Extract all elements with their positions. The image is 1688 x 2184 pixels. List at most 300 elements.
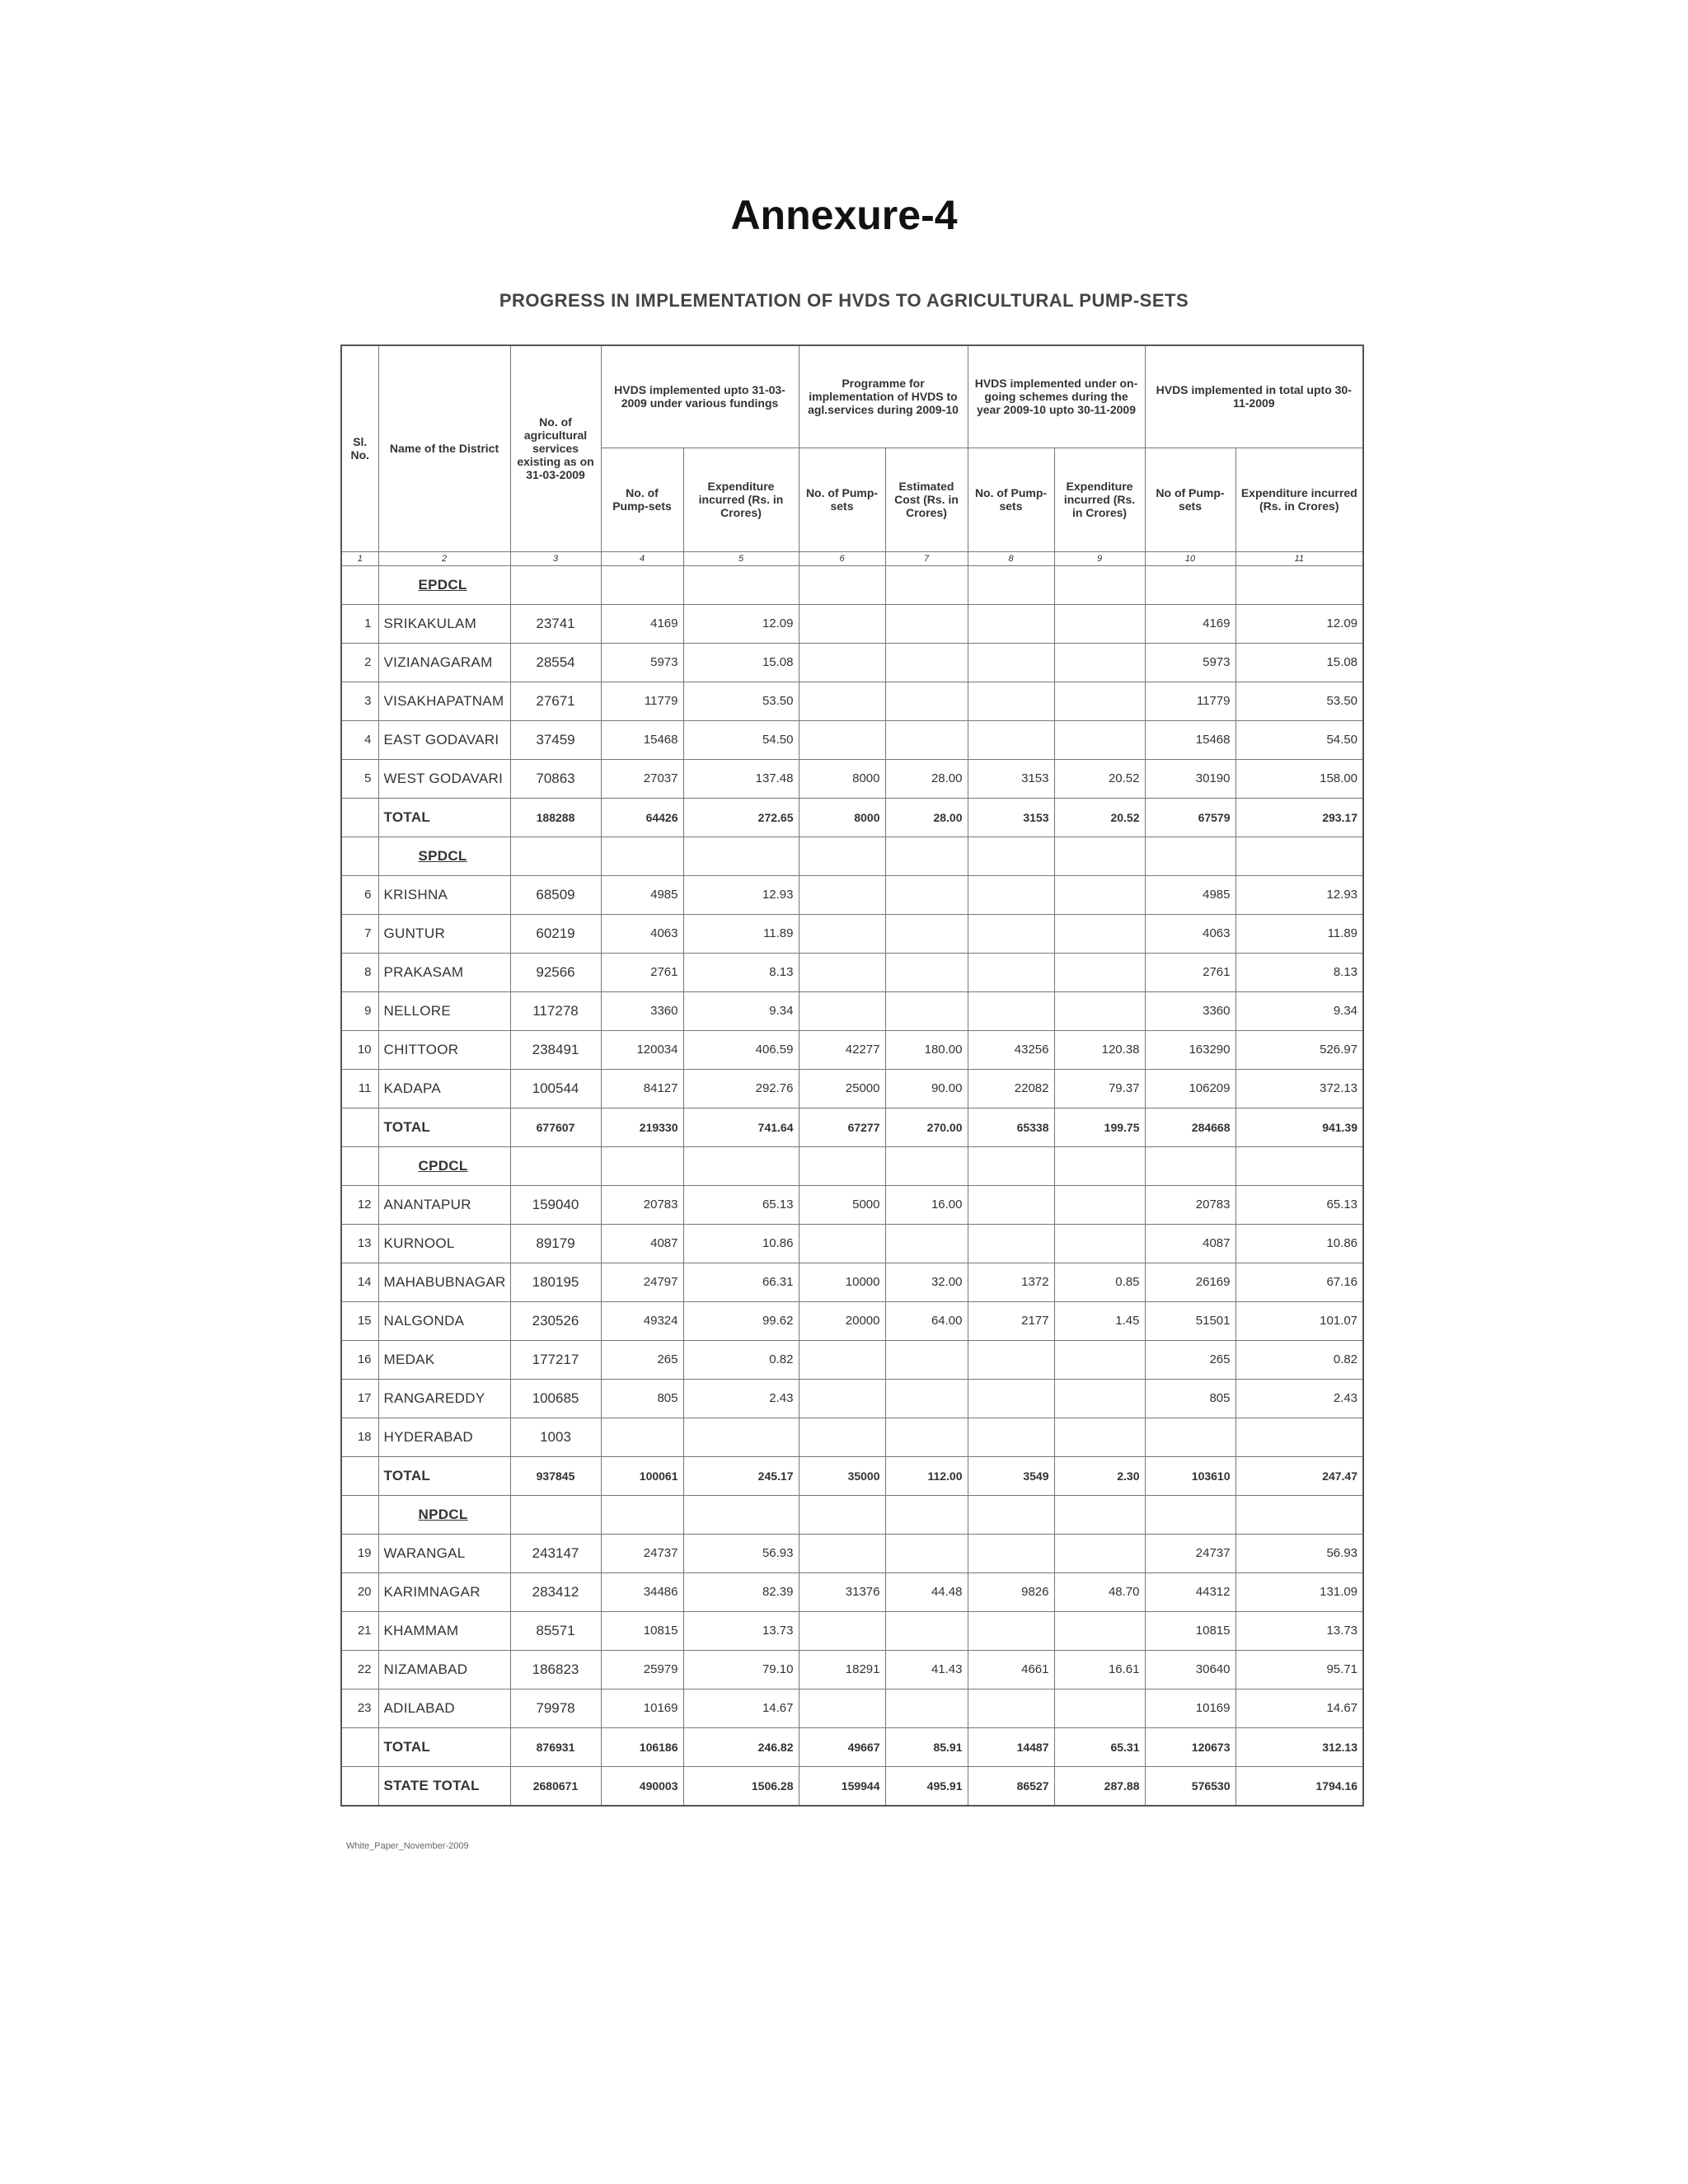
sl-no-cell: 12 — [341, 1185, 378, 1224]
sl-no-cell: 9 — [341, 991, 378, 1030]
value-cell-c10: 67579 — [1145, 798, 1236, 837]
empty-cell — [683, 837, 799, 875]
district-name-cell: KURNOOL — [378, 1224, 510, 1263]
empty-cell — [601, 565, 683, 604]
value-cell-c7: 28.00 — [885, 759, 968, 798]
value-cell-c4: 4087 — [601, 1224, 683, 1263]
district-name-cell: STATE TOTAL — [378, 1766, 510, 1806]
district-name-cell: KRISHNA — [378, 875, 510, 914]
value-cell-c8 — [968, 953, 1054, 991]
empty-cell — [1145, 1146, 1236, 1185]
value-cell-c9 — [1054, 1611, 1145, 1650]
table-row — [341, 1224, 1363, 1263]
value-cell-c11: 12.09 — [1236, 604, 1363, 643]
value-cell-c7 — [885, 1379, 968, 1418]
empty-cell — [683, 1146, 799, 1185]
value-cell-c3: 60219 — [510, 914, 601, 953]
value-cell-c6 — [799, 643, 885, 682]
value-cell-c8 — [968, 1611, 1054, 1650]
empty-cell — [510, 1146, 601, 1185]
empty-cell — [510, 837, 601, 875]
table-row — [341, 1689, 1363, 1727]
empty-cell — [885, 565, 968, 604]
value-cell-c5: 292.76 — [683, 1069, 799, 1108]
value-cell-c10: 284668 — [1145, 1108, 1236, 1146]
value-cell-c6: 35000 — [799, 1456, 885, 1495]
value-cell-c5: 99.62 — [683, 1301, 799, 1340]
value-cell-c4: 20783 — [601, 1185, 683, 1224]
value-cell-c10: 2761 — [1145, 953, 1236, 991]
hvds-progress-table — [340, 344, 1364, 1807]
empty-cell — [1236, 837, 1363, 875]
sl-no-cell: 6 — [341, 875, 378, 914]
table-body — [341, 565, 1363, 1806]
value-cell-c4: 64426 — [601, 798, 683, 837]
value-cell-c4: 49324 — [601, 1301, 683, 1340]
value-cell-c5: 1506.28 — [683, 1766, 799, 1806]
value-cell-c8 — [968, 1185, 1054, 1224]
empty-cell — [601, 837, 683, 875]
column-number-row — [341, 551, 1363, 565]
total-row — [341, 1727, 1363, 1766]
value-cell-c11: 67.16 — [1236, 1263, 1363, 1301]
value-cell-c7: 41.43 — [885, 1650, 968, 1689]
value-cell-c7: 16.00 — [885, 1185, 968, 1224]
value-cell-c3: 28554 — [510, 643, 601, 682]
value-cell-c9 — [1054, 1534, 1145, 1572]
value-cell-c4: 805 — [601, 1379, 683, 1418]
value-cell-c6 — [799, 914, 885, 953]
table-row — [341, 1611, 1363, 1650]
column-number: 3 — [510, 551, 601, 565]
value-cell-c11: 2.43 — [1236, 1379, 1363, 1418]
value-cell-c11: 53.50 — [1236, 682, 1363, 720]
value-cell-c7: 44.48 — [885, 1572, 968, 1611]
value-cell-c3: 89179 — [510, 1224, 601, 1263]
table-row — [341, 720, 1363, 759]
value-cell-c8: 9826 — [968, 1572, 1054, 1611]
value-cell-c5: 9.34 — [683, 991, 799, 1030]
sl-no-cell: 14 — [341, 1263, 378, 1301]
empty-cell — [1054, 565, 1145, 604]
value-cell-c7 — [885, 914, 968, 953]
value-cell-c10: 44312 — [1145, 1572, 1236, 1611]
section-name: SPDCL — [378, 837, 510, 875]
value-cell-c11 — [1236, 1418, 1363, 1456]
value-cell-c6 — [799, 875, 885, 914]
value-cell-c8: 65338 — [968, 1108, 1054, 1146]
value-cell-c3: 238491 — [510, 1030, 601, 1069]
table-row — [341, 991, 1363, 1030]
value-cell-c8 — [968, 604, 1054, 643]
value-cell-c5: 246.82 — [683, 1727, 799, 1766]
value-cell-c9 — [1054, 1418, 1145, 1456]
sl-no-cell: 22 — [341, 1650, 378, 1689]
value-cell-c11: 9.34 — [1236, 991, 1363, 1030]
value-cell-c11: 10.86 — [1236, 1224, 1363, 1263]
value-cell-c9 — [1054, 604, 1145, 643]
empty-cell — [799, 837, 885, 875]
value-cell-c9 — [1054, 953, 1145, 991]
value-cell-c8: 4661 — [968, 1650, 1054, 1689]
value-cell-c6: 25000 — [799, 1069, 885, 1108]
empty-cell — [510, 565, 601, 604]
value-cell-c9: 1.45 — [1054, 1301, 1145, 1340]
value-cell-c11: 247.47 — [1236, 1456, 1363, 1495]
district-name-cell: PRAKASAM — [378, 953, 510, 991]
value-cell-c7 — [885, 682, 968, 720]
sl-no-cell — [341, 798, 378, 837]
sl-no-cell: 7 — [341, 914, 378, 953]
empty-cell — [510, 1495, 601, 1534]
value-cell-c10: 20783 — [1145, 1185, 1236, 1224]
value-cell-c11: 65.13 — [1236, 1185, 1363, 1224]
value-cell-c5: 82.39 — [683, 1572, 799, 1611]
section-header-row — [341, 565, 1363, 604]
value-cell-c7: 180.00 — [885, 1030, 968, 1069]
footer-note: White_Paper_November-2009 — [346, 1841, 469, 1851]
value-cell-c4: 24797 — [601, 1263, 683, 1301]
value-cell-c10: 3360 — [1145, 991, 1236, 1030]
value-cell-c9: 79.37 — [1054, 1069, 1145, 1108]
district-name-cell: VISAKHAPATNAM — [378, 682, 510, 720]
value-cell-c5: 0.82 — [683, 1340, 799, 1379]
table-row — [341, 1030, 1363, 1069]
value-cell-c10: 106209 — [1145, 1069, 1236, 1108]
value-cell-c10: 4063 — [1145, 914, 1236, 953]
sl-no-cell — [341, 1456, 378, 1495]
value-cell-c7: 112.00 — [885, 1456, 968, 1495]
value-cell-c3: 85571 — [510, 1611, 601, 1650]
table-row — [341, 1534, 1363, 1572]
value-cell-c9: 2.30 — [1054, 1456, 1145, 1495]
value-cell-c3: 230526 — [510, 1301, 601, 1340]
value-cell-c10: 576530 — [1145, 1766, 1236, 1806]
value-cell-c5: 14.67 — [683, 1689, 799, 1727]
value-cell-c5: 137.48 — [683, 759, 799, 798]
value-cell-c7 — [885, 643, 968, 682]
table-row — [341, 759, 1363, 798]
empty-cell — [601, 1146, 683, 1185]
district-name-cell: TOTAL — [378, 1108, 510, 1146]
value-cell-c4: 120034 — [601, 1030, 683, 1069]
value-cell-c7 — [885, 1611, 968, 1650]
value-cell-c6 — [799, 1379, 885, 1418]
sl-no-cell: 5 — [341, 759, 378, 798]
district-name-cell: KHAMMAM — [378, 1611, 510, 1650]
value-cell-c8: 22082 — [968, 1069, 1054, 1108]
sl-no-cell: 4 — [341, 720, 378, 759]
district-name-cell: ANANTAPUR — [378, 1185, 510, 1224]
value-cell-c11: 526.97 — [1236, 1030, 1363, 1069]
value-cell-c10 — [1145, 1418, 1236, 1456]
empty-cell — [1145, 565, 1236, 604]
value-cell-c10: 265 — [1145, 1340, 1236, 1379]
value-cell-c8: 14487 — [968, 1727, 1054, 1766]
district-name-cell: TOTAL — [378, 1727, 510, 1766]
table-row — [341, 1572, 1363, 1611]
district-name-cell: NELLORE — [378, 991, 510, 1030]
value-cell-c7: 270.00 — [885, 1108, 968, 1146]
value-cell-c4: 25979 — [601, 1650, 683, 1689]
sl-no-cell: 15 — [341, 1301, 378, 1340]
value-cell-c3: 37459 — [510, 720, 601, 759]
header-col-11: Expenditure incurred (Rs. in Crores) — [1236, 448, 1363, 551]
value-cell-c8: 3549 — [968, 1456, 1054, 1495]
value-cell-c11: 293.17 — [1236, 798, 1363, 837]
value-cell-c4: 265 — [601, 1340, 683, 1379]
section-header-row — [341, 1495, 1363, 1534]
value-cell-c4: 24737 — [601, 1534, 683, 1572]
district-name-cell: TOTAL — [378, 1456, 510, 1495]
empty-cell — [683, 1495, 799, 1534]
value-cell-c4: 490003 — [601, 1766, 683, 1806]
sl-no-cell: 21 — [341, 1611, 378, 1650]
value-cell-c9 — [1054, 682, 1145, 720]
value-cell-c5: 79.10 — [683, 1650, 799, 1689]
value-cell-c10: 10169 — [1145, 1689, 1236, 1727]
value-cell-c6 — [799, 604, 885, 643]
value-cell-c7: 28.00 — [885, 798, 968, 837]
value-cell-c9: 120.38 — [1054, 1030, 1145, 1069]
value-cell-c7 — [885, 991, 968, 1030]
value-cell-c11: 372.13 — [1236, 1069, 1363, 1108]
value-cell-c6 — [799, 1534, 885, 1572]
value-cell-c6 — [799, 1224, 885, 1263]
sl-no-cell: 2 — [341, 643, 378, 682]
value-cell-c6 — [799, 1340, 885, 1379]
value-cell-c5: 245.17 — [683, 1456, 799, 1495]
value-cell-c5: 66.31 — [683, 1263, 799, 1301]
sl-no-cell: 3 — [341, 682, 378, 720]
empty-cell — [1145, 837, 1236, 875]
table-row — [341, 875, 1363, 914]
value-cell-c4: 106186 — [601, 1727, 683, 1766]
header-col-7: Estimated Cost (Rs. in Crores) — [885, 448, 968, 551]
value-cell-c6: 31376 — [799, 1572, 885, 1611]
empty-cell — [1054, 837, 1145, 875]
sl-cell — [341, 837, 378, 875]
value-cell-c11: 312.13 — [1236, 1727, 1363, 1766]
value-cell-c5: 15.08 — [683, 643, 799, 682]
value-cell-c8: 43256 — [968, 1030, 1054, 1069]
district-name-cell: KARIMNAGAR — [378, 1572, 510, 1611]
value-cell-c8 — [968, 991, 1054, 1030]
column-number: 10 — [1145, 551, 1236, 565]
header-col-10: No of Pump-sets — [1145, 448, 1236, 551]
value-cell-c11: 1794.16 — [1236, 1766, 1363, 1806]
value-cell-c8 — [968, 720, 1054, 759]
column-number: 9 — [1054, 551, 1145, 565]
value-cell-c7: 90.00 — [885, 1069, 968, 1108]
sl-no-cell: 17 — [341, 1379, 378, 1418]
empty-cell — [968, 565, 1054, 604]
value-cell-c4: 2761 — [601, 953, 683, 991]
table-row — [341, 1340, 1363, 1379]
value-cell-c3: 1003 — [510, 1418, 601, 1456]
value-cell-c11: 12.93 — [1236, 875, 1363, 914]
value-cell-c10: 103610 — [1145, 1456, 1236, 1495]
table-row — [341, 1418, 1363, 1456]
value-cell-c4: 100061 — [601, 1456, 683, 1495]
value-cell-c4: 5973 — [601, 643, 683, 682]
value-cell-c4: 11779 — [601, 682, 683, 720]
table-row — [341, 643, 1363, 682]
table-row — [341, 1069, 1363, 1108]
value-cell-c3: 159040 — [510, 1185, 601, 1224]
value-cell-c5: 12.09 — [683, 604, 799, 643]
value-cell-c3: 117278 — [510, 991, 601, 1030]
value-cell-c9: 0.85 — [1054, 1263, 1145, 1301]
empty-cell — [968, 1146, 1054, 1185]
value-cell-c10: 30190 — [1145, 759, 1236, 798]
value-cell-c9 — [1054, 643, 1145, 682]
value-cell-c5: 2.43 — [683, 1379, 799, 1418]
district-name-cell: RANGAREDDY — [378, 1379, 510, 1418]
district-name-cell: CHITTOOR — [378, 1030, 510, 1069]
column-number: 6 — [799, 551, 885, 565]
column-number: 1 — [341, 551, 378, 565]
value-cell-c9 — [1054, 875, 1145, 914]
district-name-cell: ADILABAD — [378, 1689, 510, 1727]
sl-no-cell: 8 — [341, 953, 378, 991]
value-cell-c10: 10815 — [1145, 1611, 1236, 1650]
value-cell-c4: 15468 — [601, 720, 683, 759]
value-cell-c11: 158.00 — [1236, 759, 1363, 798]
value-cell-c9: 287.88 — [1054, 1766, 1145, 1806]
header-sl-no: Sl. No. — [341, 345, 378, 551]
value-cell-c6 — [799, 953, 885, 991]
value-cell-c5: 12.93 — [683, 875, 799, 914]
value-cell-c3: 180195 — [510, 1263, 601, 1301]
value-cell-c6: 67277 — [799, 1108, 885, 1146]
value-cell-c8 — [968, 914, 1054, 953]
header-col-6: No. of Pump-sets — [799, 448, 885, 551]
sl-no-cell — [341, 1108, 378, 1146]
sl-no-cell: 20 — [341, 1572, 378, 1611]
value-cell-c10: 30640 — [1145, 1650, 1236, 1689]
value-cell-c8 — [968, 1534, 1054, 1572]
sl-no-cell: 23 — [341, 1689, 378, 1727]
value-cell-c3: 100685 — [510, 1379, 601, 1418]
value-cell-c11: 941.39 — [1236, 1108, 1363, 1146]
section-header-row — [341, 837, 1363, 875]
value-cell-c9 — [1054, 1224, 1145, 1263]
value-cell-c11: 131.09 — [1236, 1572, 1363, 1611]
value-cell-c9 — [1054, 1689, 1145, 1727]
value-cell-c6: 42277 — [799, 1030, 885, 1069]
district-name-cell: MAHABUBNAGAR — [378, 1263, 510, 1301]
total-row — [341, 1456, 1363, 1495]
value-cell-c5: 406.59 — [683, 1030, 799, 1069]
value-cell-c11: 56.93 — [1236, 1534, 1363, 1572]
district-name-cell: GUNTUR — [378, 914, 510, 953]
value-cell-c7 — [885, 1224, 968, 1263]
empty-cell — [885, 837, 968, 875]
sl-no-cell: 13 — [341, 1224, 378, 1263]
value-cell-c3: 677607 — [510, 1108, 601, 1146]
value-cell-c3: 243147 — [510, 1534, 601, 1572]
value-cell-c3: 283412 — [510, 1572, 601, 1611]
value-cell-c11: 13.73 — [1236, 1611, 1363, 1650]
empty-cell — [1145, 1495, 1236, 1534]
value-cell-c5: 53.50 — [683, 682, 799, 720]
header-group-total: HVDS implemented in total upto 30-11-2009 — [1145, 345, 1363, 448]
value-cell-c6 — [799, 1418, 885, 1456]
value-cell-c4 — [601, 1418, 683, 1456]
value-cell-c8: 3153 — [968, 759, 1054, 798]
sl-no-cell: 10 — [341, 1030, 378, 1069]
value-cell-c8 — [968, 1224, 1054, 1263]
value-cell-c4: 3360 — [601, 991, 683, 1030]
district-name-cell: VIZIANAGARAM — [378, 643, 510, 682]
header-services: No. of agricultural services existing as on 31-03-2009 — [510, 345, 601, 551]
table-row — [341, 953, 1363, 991]
value-cell-c11: 0.82 — [1236, 1340, 1363, 1379]
value-cell-c3: 70863 — [510, 759, 601, 798]
total-row — [341, 1766, 1363, 1806]
table-row — [341, 1185, 1363, 1224]
value-cell-c8 — [968, 1418, 1054, 1456]
value-cell-c8 — [968, 682, 1054, 720]
empty-cell — [968, 837, 1054, 875]
value-cell-c8 — [968, 643, 1054, 682]
district-name-cell: NALGONDA — [378, 1301, 510, 1340]
empty-cell — [885, 1146, 968, 1185]
value-cell-c7: 495.91 — [885, 1766, 968, 1806]
column-number: 8 — [968, 551, 1054, 565]
value-cell-c11: 11.89 — [1236, 914, 1363, 953]
header-col-9: Expenditure incurred (Rs. in Crores) — [1054, 448, 1145, 551]
value-cell-c7 — [885, 953, 968, 991]
column-number: 7 — [885, 551, 968, 565]
value-cell-c9 — [1054, 1379, 1145, 1418]
value-cell-c4: 219330 — [601, 1108, 683, 1146]
value-cell-c6 — [799, 1611, 885, 1650]
value-cell-c6: 8000 — [799, 798, 885, 837]
value-cell-c5: 65.13 — [683, 1185, 799, 1224]
value-cell-c5: 13.73 — [683, 1611, 799, 1650]
empty-cell — [799, 1495, 885, 1534]
header-group-ongoing: HVDS implemented under on-going schemes during the year 2009-10 upto 30-11-2009 — [968, 345, 1145, 448]
value-cell-c7 — [885, 1340, 968, 1379]
sl-no-cell: 1 — [341, 604, 378, 643]
district-name-cell: EAST GODAVARI — [378, 720, 510, 759]
empty-cell — [799, 565, 885, 604]
district-name-cell: KADAPA — [378, 1069, 510, 1108]
value-cell-c7 — [885, 1418, 968, 1456]
value-cell-c8 — [968, 1379, 1054, 1418]
column-number: 5 — [683, 551, 799, 565]
column-number: 11 — [1236, 551, 1363, 565]
value-cell-c6: 5000 — [799, 1185, 885, 1224]
empty-cell — [1236, 565, 1363, 604]
value-cell-c5: 8.13 — [683, 953, 799, 991]
value-cell-c10: 120673 — [1145, 1727, 1236, 1766]
district-name-cell: SRIKAKULAM — [378, 604, 510, 643]
value-cell-c7 — [885, 1534, 968, 1572]
value-cell-c9: 199.75 — [1054, 1108, 1145, 1146]
report-title: PROGRESS IN IMPLEMENTATION OF HVDS TO AGRICULTURAL PUMP-SETS — [499, 290, 1189, 311]
value-cell-c10: 4169 — [1145, 604, 1236, 643]
empty-cell — [1054, 1146, 1145, 1185]
value-cell-c8: 1372 — [968, 1263, 1054, 1301]
value-cell-c7: 32.00 — [885, 1263, 968, 1301]
value-cell-c9: 65.31 — [1054, 1727, 1145, 1766]
value-cell-c6 — [799, 991, 885, 1030]
value-cell-c5: 741.64 — [683, 1108, 799, 1146]
empty-cell — [799, 1146, 885, 1185]
